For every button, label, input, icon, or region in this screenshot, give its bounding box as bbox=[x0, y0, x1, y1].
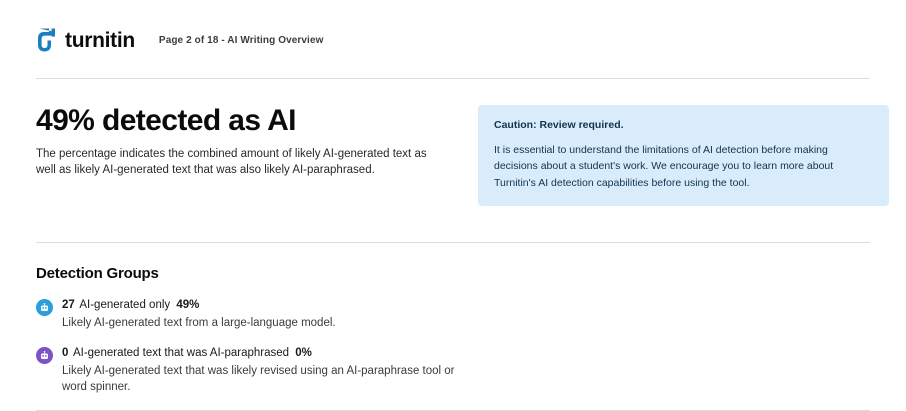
robot-head-icon bbox=[36, 299, 53, 316]
robot-paraphrase-icon bbox=[36, 347, 53, 364]
caution-title: Caution: Review required. bbox=[494, 119, 624, 131]
summary-section bbox=[0, 79, 906, 206]
detection-group-heading bbox=[62, 298, 870, 313]
detection-group-percent: 49% bbox=[173, 298, 200, 311]
detection-group-count: 27 bbox=[62, 298, 75, 311]
page-meta-label: Page 2 of 18 - AI Writing Overview bbox=[158, 34, 324, 46]
caution-box bbox=[478, 105, 889, 206]
detection-groups-section bbox=[0, 243, 906, 395]
detection-group-count: 0 bbox=[62, 346, 69, 359]
summary-description: The percentage indicates the combined amount of likely AI-generated text as well as likely AI-generated text that was also likely AI-paraphrased. bbox=[36, 147, 427, 177]
page-header bbox=[0, 0, 906, 50]
turnitin-brand bbox=[36, 27, 135, 53]
detection-group-content bbox=[62, 298, 870, 331]
detection-group-content bbox=[62, 346, 870, 395]
detection-group-label: AI-generated text that was AI-paraphrased bbox=[70, 346, 290, 359]
detection-group-row bbox=[36, 298, 870, 331]
detection-groups-title: Detection Groups bbox=[36, 264, 159, 282]
brand-name: turnitin bbox=[65, 28, 135, 52]
caution-panel bbox=[478, 105, 889, 206]
page-title: 49% detected as AI bbox=[36, 104, 296, 137]
detection-group-percent: 0% bbox=[292, 346, 312, 359]
summary-text-block bbox=[36, 105, 456, 206]
detection-group-row bbox=[36, 346, 870, 395]
detection-group-description: Likely AI-generated text from a large-language model. bbox=[62, 316, 336, 329]
detection-group-label: AI-generated only bbox=[76, 298, 171, 311]
caution-body: It is essential to understand the limitations of AI detection before making decisions about a student's work. We encourage you to learn more about Turnitin's AI detection capabilities before using the tool. bbox=[494, 144, 834, 189]
detection-group-description: Likely AI-generated text that was likely revised using an AI-paraphrase tool or word spinner. bbox=[62, 364, 455, 393]
detection-group-heading bbox=[62, 346, 870, 361]
turnitin-logo-icon bbox=[36, 27, 58, 53]
